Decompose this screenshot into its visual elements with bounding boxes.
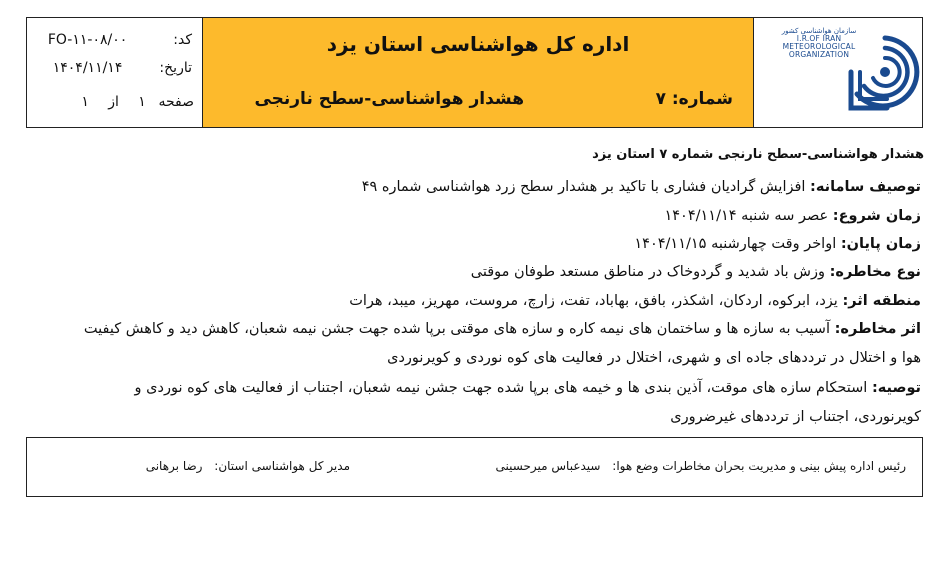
director-signature <box>146 459 350 473</box>
page-label: صفحه <box>158 94 194 110</box>
end-time-label: زمان پایان: <box>840 236 921 252</box>
warning-subheading: هشدار هواشناسی-سطح نارنجی شماره ۷ استان یزد <box>592 147 924 162</box>
signature-footer <box>26 437 923 497</box>
impact-value: آسیب به سازه ها و ساختمان های نیمه کاره و سازه های موقتی برپا شده جهت جشن نیمه شعبان، کاهش دید و کاهش کیفیت هوا و اختلال در ترددهای جاده ای و شهری، اختلال در فعالیت های کوه نوردی و کویرنوردی <box>83 321 921 366</box>
hazard-type-row <box>471 264 921 280</box>
forecast-head-name: سیدعباس میرحسینی <box>495 459 601 473</box>
logo-cell <box>754 18 922 127</box>
code-label: کد: <box>173 32 192 48</box>
code-row <box>38 32 192 48</box>
affected-area-value: یزد، ابرکوه، اردکان، اشکذر، بافق، بهاباد، تفت، زارچ، مروست، مهریز، میبد، هرات <box>349 293 838 309</box>
start-time-label: زمان شروع: <box>832 208 921 224</box>
document-header <box>26 17 923 128</box>
hazard-type-label: نوع مخاطره: <box>829 264 921 280</box>
forecast-head-signature <box>496 459 906 473</box>
director-title: مدیر کل هواشناسی استان: <box>214 459 350 473</box>
start-time-value: عصر سه شنبه ۱۴۰۴/۱۱/۱۴ <box>664 208 829 224</box>
page-of: از <box>108 94 119 110</box>
forecast-head-title: رئیس اداره پیش بینی و مدیریت بحران مخاطرات وضع هوا: <box>612 459 906 473</box>
warning-title: هشدار هواشناسی-سطح نارنجی <box>254 89 524 109</box>
logo-text-en-1: I.R.OF IRAN <box>796 34 842 44</box>
impact-label: اثر مخاطره: <box>834 321 921 337</box>
affected-area-row <box>349 293 921 309</box>
logo-text-en-3: ORGANIZATION <box>788 50 850 60</box>
advice-row <box>83 374 921 432</box>
date-value: ۱۴۰۴/۱۱/۱۴ <box>52 60 123 76</box>
warning-number: شماره: ۷ <box>655 89 733 109</box>
description-row <box>362 179 921 195</box>
org-title: اداره کل هواشناسی استان یزد <box>326 32 630 56</box>
page-total: ۱ <box>81 94 89 110</box>
logo-text-fa: سازمان هواشناسی کشور <box>781 27 857 35</box>
title-cell <box>203 18 754 127</box>
description-label: توصیف سامانه: <box>810 179 921 195</box>
advice-value: استحکام سازه های موقت، آذین بندی ها و خیمه های برپا شده جهت جشن نیمه شعبان، اجتناب از فعالیت های کوه نوردی و کویرنوردی، اجتناب از ترددهای غیرضروری <box>134 380 921 425</box>
end-time-value: اواخر وقت چهارشنبه ۱۴۰۴/۱۱/۱۵ <box>634 236 837 252</box>
date-label: تاریخ: <box>159 60 192 76</box>
logo-text-en-2: METEOROLOGICAL <box>782 42 856 52</box>
meteorological-organization-logo-icon <box>847 32 923 114</box>
affected-area-label: منطقه اثر: <box>842 293 921 309</box>
date-row <box>38 60 192 76</box>
end-time-row <box>634 236 921 252</box>
start-time-row <box>664 208 921 224</box>
form-meta-cell <box>27 18 203 127</box>
page-current: ۱ <box>138 94 146 110</box>
impact-row <box>83 315 921 373</box>
page-row <box>73 94 194 110</box>
hazard-type-value: وزش باد شدید و گردوخاک در مناطق مستعد طوفان موقتی <box>470 264 825 280</box>
description-value: افزایش گرادیان فشاری با تاکید بر هشدار سطح زرد هواشناسی شماره ۴۹ <box>361 179 806 195</box>
advice-label: توصیه: <box>871 380 921 396</box>
director-name: رضا برهانی <box>145 459 203 473</box>
code-value: FO-۱۱-۰۸/۰۰ <box>47 32 128 48</box>
